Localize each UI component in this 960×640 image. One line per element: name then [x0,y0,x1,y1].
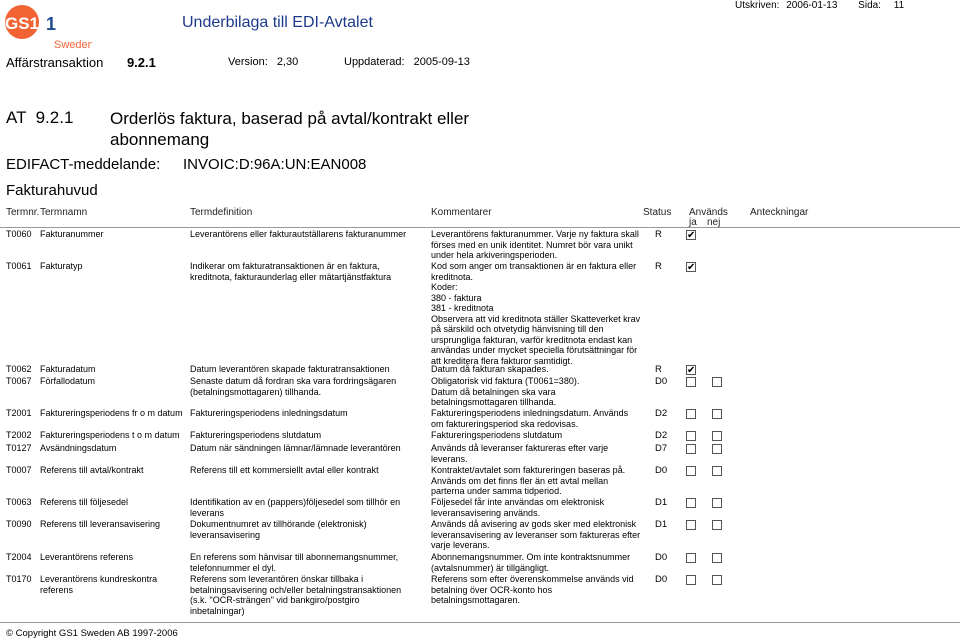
term-status: D0 [655,552,668,563]
term-status: D1 [655,519,668,530]
term-comment: Leverantörens fakturanummer. Varje ny faktura skall förses med en unik identitet. Numret bör vara unikt under hela arkiveringsperioden. [431,229,639,260]
term-number: T0090 [6,519,32,529]
updated-value: 2005-09-13 [413,56,470,68]
term-definition: Dokumentnumret av tillhörande (elektronisk) leveransavisering [190,519,367,540]
document-title: Underbilaga till EDI-Avtalet [182,14,373,31]
svg-text:1: 1 [46,14,57,34]
term-definition: Indikerar om fakturatransaktionen är en faktura, kreditnota, fakturaunderlag eller mätartjänstfaktura [190,261,392,282]
version-label: Version: [228,56,268,68]
used-yes-checkbox[interactable]: ✔ [687,230,696,241]
term-status: D0 [655,574,668,585]
used-no-checkbox[interactable] [712,520,722,530]
edifact-value: INVOIC:D:96A:UN:EAN008 [183,156,367,173]
used-no-checkbox[interactable] [712,466,722,476]
term-name: Fakturanummer [40,229,104,239]
term-number: T0060 [6,229,32,239]
term-number: T2002 [6,430,32,440]
section-name: Affärstransaktion [6,55,104,70]
term-name: Faktureringsperiodens fr o m datum [40,408,183,418]
print-info [735,0,908,11]
term-definition: Identifikation av en (pappers)följesedel som tillhör en leverans [190,497,401,518]
term-definition: Datum leverantören skapade fakturatransaktionen [190,364,390,374]
used-yes-checkbox[interactable] [686,444,696,454]
used-yes-checkbox[interactable] [686,431,696,441]
term-status: D2 [655,430,668,441]
term-status: D1 [655,497,668,508]
term-status: R [655,261,662,272]
col-kommentarer: Kommentarer [431,207,492,218]
term-status: D2 [655,408,668,419]
col-anteckningar: Anteckningar [750,207,809,218]
copyright: © Copyright GS1 Sweden AB 1997-2006 [6,628,178,639]
used-no-checkbox[interactable] [712,498,722,508]
term-definition: Referens som leverantören önskar tillbaka i betalningsavisering och/eller betalningstransaktionen (s.k. "OCR-strängen" vid bankgiro/postgiro inbetalningar) [190,574,402,616]
term-name: Leverantörens referens [40,552,134,562]
used-no-checkbox[interactable] [712,553,722,563]
printed-date: 2006-01-13 [786,0,838,11]
term-comment: Kontraktet/avtalet som faktureringen baseras på. Används om det finns fler än ett avtal mellan parterna under samma tidperiod. [431,465,626,496]
term-comment: Används då leveranser faktureras efter varje leverans. [431,443,609,464]
col-nej: nej [707,217,721,228]
term-status: D0 [655,465,668,476]
term-name: Referens till leveransavisering [40,519,161,529]
term-number: T0062 [6,364,32,374]
term-definition: Senaste datum då fordran ska vara fordringsägaren (betalningsmottagaren) tillhanda. [190,376,397,397]
term-number: T2004 [6,552,32,562]
used-no-checkbox[interactable] [712,444,722,454]
version-info [228,56,298,68]
col-termnamn: Termnamn [40,207,88,218]
used-no-checkbox[interactable] [712,431,722,441]
term-comment: Referens som efter överenskommelse används vid betalning över OCR-konto hos betalningsmottagaren. [431,574,634,605]
edifact-label: EDIFACT-meddelande: [6,156,161,173]
term-number: T0063 [6,497,32,507]
version-value: 2,30 [276,56,299,68]
term-number: T0170 [6,574,32,584]
heading-code: AT 9.2.1 [6,108,74,127]
page-number: 11 [893,0,905,11]
gs1-logo-icon [2,2,92,50]
svg-text:Sweden: Sweden [54,39,92,50]
gs1-logo [2,2,92,50]
term-name: Fakturatyp [40,261,83,271]
col-anvands: Används [689,207,728,218]
term-status: R [655,364,662,375]
term-definition: Faktureringsperiodens inledningsdatum [190,408,348,418]
term-status: D7 [655,443,668,454]
term-comment: Faktureringsperiodens slutdatum [431,430,563,440]
term-name: Förfallodatum [40,376,96,386]
term-definition: Referens till ett kommersiellt avtal eller kontrakt [190,465,379,475]
term-number: T0061 [6,261,32,271]
term-status: D0 [655,376,668,387]
term-number: T0127 [6,443,32,453]
used-no-checkbox[interactable] [712,575,722,585]
header-rule [0,227,960,228]
term-number: T2001 [6,408,32,418]
footer-rule [0,622,960,623]
term-name: Faktureringsperiodens t o m datum [40,430,180,440]
term-definition: Leverantörens eller fakturautställarens fakturanummer [190,229,407,239]
term-status: R [655,229,662,240]
used-yes-checkbox[interactable] [686,498,696,508]
term-name: Avsändningsdatum [40,443,117,453]
col-termnr: Termnr. [6,207,40,218]
term-definition: En referens som hänvisar till abonnemangsnummer, telefonnummer el dyl. [190,552,399,573]
page-label: Sida: [858,0,881,11]
term-name: Referens till följesedel [40,497,129,507]
term-name: Leverantörens kundreskontra referens [40,574,158,595]
term-comment: Används då avisering av gods sker med elektronisk leveransavisering av leveranser som faktureras efter varje leverans. [431,519,641,550]
used-yes-checkbox[interactable] [686,409,696,419]
used-yes-checkbox[interactable] [686,466,696,476]
term-definition: Faktureringsperiodens slutdatum [190,430,322,440]
updated-info [344,56,470,68]
used-yes-checkbox[interactable] [686,520,696,530]
term-definition: Datum när sändningen lämnar/lämnade leverantören [190,443,401,453]
term-name: Fakturadatum [40,364,96,374]
used-yes-checkbox[interactable] [686,553,696,563]
term-comment: Datum då fakturan skapades. [431,364,549,374]
section-number: 9.2.1 [126,55,156,70]
used-yes-checkbox[interactable] [686,377,696,387]
svg-text:GS1: GS1 [4,14,40,33]
subheading: Fakturahuvud [6,182,98,199]
term-name: Referens till avtal/kontrakt [40,465,144,475]
section-info [6,55,156,70]
used-yes-checkbox[interactable]: ✔ [687,262,696,273]
updated-label: Uppdaterad: [344,56,405,68]
term-number: T0067 [6,376,32,386]
used-no-checkbox[interactable] [712,377,722,387]
term-comment: Abonnemangsnummer. Om inte kontraktsnummer (avtalsnummer) är tillgängligt. [431,552,631,573]
used-yes-checkbox[interactable]: ✔ [687,365,696,376]
term-number: T0007 [6,465,32,475]
used-yes-checkbox[interactable] [686,575,696,585]
col-termdefinition: Termdefinition [190,207,253,218]
term-comment: Följesedel får inte användas om elektronisk leveransavisering används. [431,497,605,518]
printed-label: Utskriven: [735,0,780,11]
term-comment: Kod som anger om transaktionen är en faktura eller kreditnota. Koder: 380 - faktura 381 - kreditnota Observera att vid kreditnota ställer Skatteverket krav på särskild och otvetydig hänvisning till den ursprungliga fakturan, varför kreditnota endast kan användas under mycket speciella förutsättningar för att kreditera flera fakturor samtidigt. [431,261,641,366]
col-status: Status [643,207,672,218]
col-ja: ja [689,217,697,228]
heading-title: Orderlös faktura, baserad på avtal/kontrakt eller abonnemang [110,109,470,149]
term-comment: Faktureringsperiodens inledningsdatum. Används om faktureringsperiod ska redovisas. [431,408,629,429]
used-no-checkbox[interactable] [712,409,722,419]
term-comment: Obligatorisk vid faktura (T0061=380). Datum då betalningen ska vara betalningsmottagaren tillhanda. [431,376,580,407]
